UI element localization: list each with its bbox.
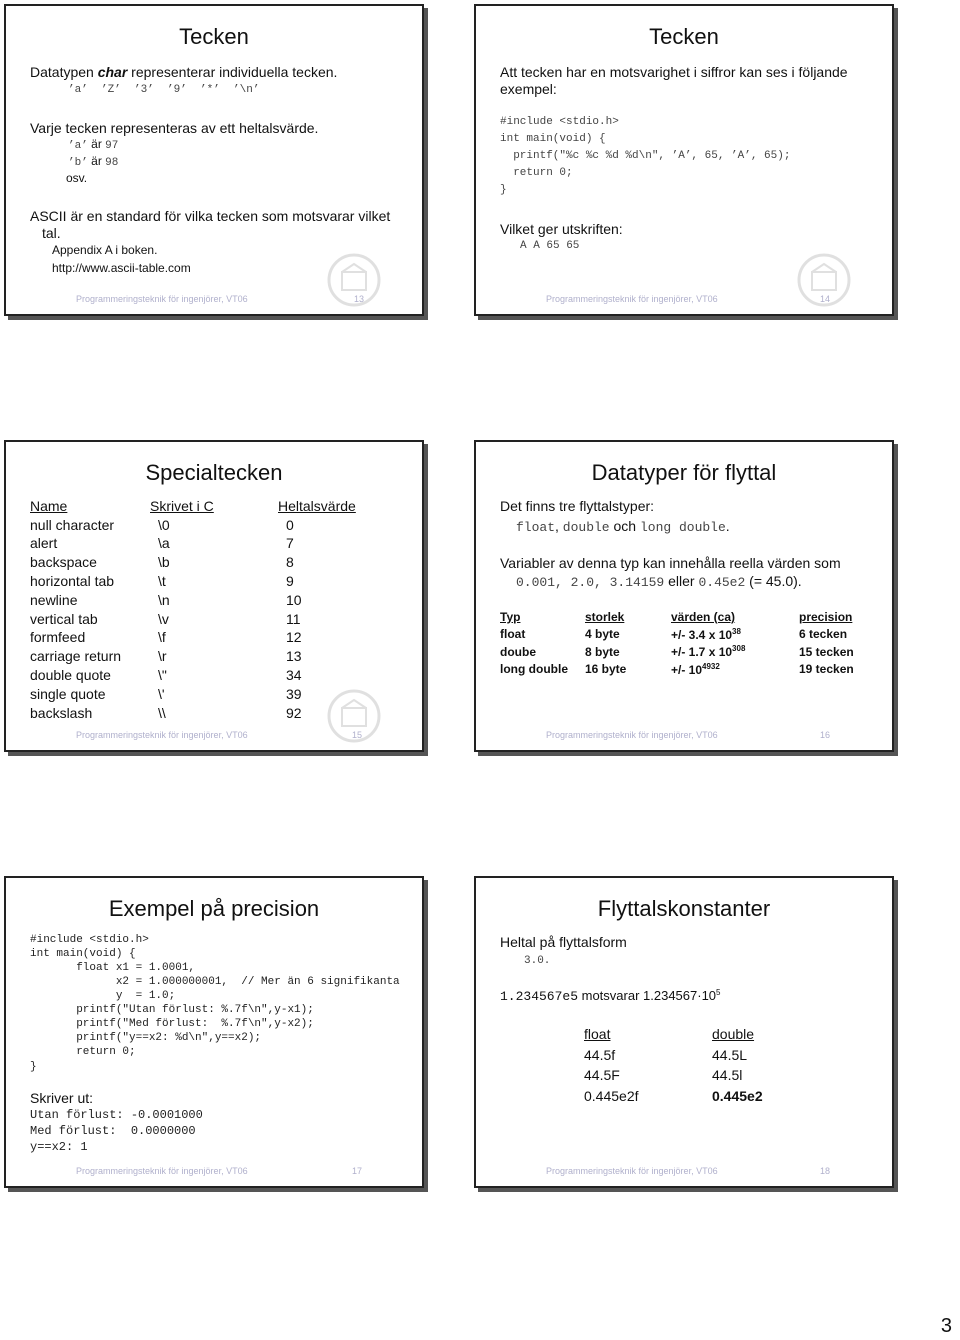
table-cell: 0 (286, 516, 294, 533)
code-line: float x1 = 1.0001, (30, 962, 196, 974)
code-line: } (500, 184, 507, 196)
text-line: exempel: (500, 81, 557, 97)
text-line: Varje tecken representeras av ett heltalsvärde. (30, 120, 319, 136)
table-row (30, 591, 370, 610)
table-cell: \0 (158, 516, 170, 533)
slide-title: Flyttalskonstanter (597, 896, 771, 921)
table-cell: 8 byte (585, 644, 620, 659)
table-cell: 12 (286, 629, 302, 646)
code-line: printf("Utan förlust: %.7f\n",y-x1); (30, 1004, 314, 1016)
code-line: #include <stdio.h> (500, 116, 619, 128)
slide-footer: Programmeringsteknik för ingenjörer, VT06 (76, 294, 248, 304)
table-cell: doube (500, 644, 536, 659)
table-cell: 7 (286, 535, 294, 552)
table-row (30, 516, 370, 535)
table-row (584, 1065, 804, 1086)
table-cell: +/- 3.4 x $10^{38}$ (671, 626, 741, 642)
table-row (584, 1086, 804, 1107)
slide-17 (4, 876, 424, 1188)
column-header: double (712, 1026, 755, 1043)
code-line: int main(void) { (500, 133, 606, 145)
table-cell: \v (158, 610, 169, 627)
table-cell: float (500, 627, 526, 642)
table-cell: carriage return (30, 648, 122, 665)
code-line: return 0; (500, 167, 573, 179)
slide-footer: Programmeringsteknik för ingenjörer, VT06 (76, 730, 248, 740)
table-row (30, 647, 370, 666)
table-cell: 34 (286, 667, 302, 684)
table-cell: +/- 1.7 x $10^{308}$ (671, 644, 746, 660)
column-header: Name (30, 497, 68, 514)
table-row (30, 535, 370, 554)
text-line: osv. (66, 171, 88, 185)
code-line: printf("y==x2: %d\n",y==x2); (30, 1032, 262, 1044)
table-row (30, 685, 370, 704)
slide-footer: Programmeringsteknik för ingenjörer, VT06 (546, 730, 718, 740)
text-line: ’a’ är 97 (68, 137, 119, 152)
text-line: 0.001, 2.0, 3.14159 eller 0.45e2 (= 45.0). (516, 573, 802, 590)
table-cell: 13 (286, 648, 302, 665)
text-line: Heltal på flyttalsform (500, 934, 627, 950)
table-cell: 39 (286, 685, 302, 702)
slide-18 (474, 876, 894, 1188)
table-cell: \t (158, 573, 166, 590)
table-cell: \a (158, 535, 170, 552)
table-row (30, 666, 370, 685)
table-header (584, 1024, 804, 1045)
table-cell: \\ (158, 704, 166, 721)
output-line: y==x2: 1 (30, 1140, 88, 1154)
column-header: Typ (500, 609, 521, 624)
slide-title: Exempel på precision (108, 896, 320, 921)
table-cell: newline (30, 591, 78, 608)
slide-number: 17 (352, 1166, 363, 1176)
table-cell: formfeed (30, 629, 86, 646)
text-line: 3.0. (524, 955, 551, 967)
table-row (30, 553, 370, 572)
slide-footer: Programmeringsteknik för ingenjörer, VT06 (546, 294, 718, 304)
table-cell: 44.5F (584, 1067, 620, 1084)
page-number: 3 (940, 1315, 952, 1337)
code-line: } (30, 1061, 37, 1073)
slide-15 (4, 440, 424, 752)
table-header (500, 608, 854, 626)
table-cell: \' (158, 685, 165, 702)
table-cell: 16 byte (585, 662, 627, 677)
table-cell: 8 (286, 554, 294, 571)
slide-footer: Programmeringsteknik för ingenjörer, VT06 (546, 1166, 718, 1176)
table-cell: 19 tecken (799, 662, 854, 677)
slide-number: 16 (820, 730, 831, 740)
code-line: printf("Med förlust: %.7f\n",y-x2); (30, 1018, 314, 1030)
code-line: x2 = 1.000000001, // Mer än 6 signifikanta (30, 976, 400, 988)
table-cell: 4 byte (585, 627, 620, 642)
table-cell: vertical tab (30, 610, 98, 627)
text-line: Skriver ut: (30, 1090, 94, 1106)
slide-title: Tecken (179, 24, 249, 49)
table-cell: 44.5f (584, 1046, 616, 1063)
column-header: float (584, 1026, 611, 1043)
slide-number: 13 (354, 294, 365, 304)
text-line: Att tecken har en motsvarighet i siffror kan ses i följande (500, 64, 848, 80)
table-row (30, 572, 370, 591)
table-cell: 6 tecken (799, 627, 848, 642)
slide-title: Specialtecken (145, 460, 283, 485)
output-line: Utan förlust: -0.0001000 (30, 1108, 203, 1122)
text-line: Datatypen char representerar individuella tecken. (30, 64, 338, 80)
escape-table (30, 497, 370, 723)
text-line: Vilket ger utskriften: (500, 221, 623, 237)
table-cell: \" (158, 667, 167, 684)
table-header (30, 497, 370, 516)
table-cell: \f (158, 629, 166, 646)
text-line: Variabler av denna typ kan innehålla reella värden som (500, 555, 841, 571)
code-line: int main(void) { (30, 948, 136, 960)
url-text: http://www.ascii-table.com (52, 261, 191, 275)
table-cell: 0.445e2f (584, 1087, 639, 1104)
table-row (500, 626, 854, 644)
column-header: storlek (585, 609, 625, 624)
table-row (30, 704, 370, 723)
table-row (30, 610, 370, 629)
table-cell: 9 (286, 573, 294, 590)
table-row (500, 643, 854, 661)
text-line: Det finns tre flyttalstyper: (500, 498, 655, 514)
table-row (500, 661, 854, 679)
table-cell: 44.5l (712, 1067, 743, 1084)
constants-table (584, 1024, 804, 1106)
table-cell: horizontal tab (30, 573, 115, 590)
table-cell: \n (158, 591, 170, 608)
text-line: ASCII är en standard för vilka tecken som motsvarar vilket (30, 208, 391, 224)
slide-title: Datatyper för flyttal (591, 460, 777, 485)
table-cell: 44.5L (712, 1046, 748, 1063)
column-header: värden (ca) (671, 609, 736, 624)
table-row (30, 629, 370, 648)
code-line: printf("%c %c %d %d\n", ’A’, 65, ’A’, 65); (500, 150, 791, 162)
float-types-table (500, 608, 854, 678)
table-cell: 92 (286, 704, 302, 721)
table-cell: 0.445e2 (712, 1087, 763, 1104)
slide-title: Tecken (649, 24, 719, 49)
text-line: float, double och long double. (516, 518, 730, 535)
slide-14 (474, 4, 894, 316)
slide-16 (474, 440, 894, 752)
text-line: tal. (42, 225, 61, 241)
table-cell: +/- $10^{4932}$ (671, 661, 720, 677)
table-cell: 15 tecken (799, 644, 854, 659)
code-line: y = 1.0; (30, 990, 176, 1002)
char-examples: ’a’ ’Z’ ’3’ ’9’ ’*’ ’\n’ (68, 84, 260, 96)
code-line: #include <stdio.h> (30, 934, 149, 946)
slide-number: 18 (820, 1166, 831, 1176)
table-cell: backspace (30, 554, 97, 571)
table-cell: 11 (286, 610, 301, 627)
code-line: return 0; (30, 1046, 136, 1058)
table-cell: 10 (286, 591, 302, 608)
output-line: Med förlust: 0.0000000 (30, 1124, 196, 1138)
slide-13 (4, 4, 424, 316)
column-header: Heltalsvärde (278, 497, 356, 514)
table-cell: \b (158, 554, 170, 571)
slide-footer: Programmeringsteknik för ingenjörer, VT06 (76, 1166, 248, 1176)
text-line: Appendix A i boken. (52, 243, 158, 257)
output-text: A A 65 65 (520, 240, 580, 252)
table-cell: double quote (30, 667, 111, 684)
text-line: ’b’ är 98 (68, 154, 119, 169)
slide-number: 15 (352, 730, 363, 740)
slide-number: 14 (820, 294, 831, 304)
text-line: 1.234567e5 motsvarar $1.234567\cdot 10^5$ (500, 988, 721, 1004)
table-cell: alert (30, 535, 58, 552)
table-cell: null character (30, 516, 115, 533)
table-row (584, 1045, 804, 1066)
column-header: Skrivet i C (150, 497, 214, 514)
table-cell: \r (158, 648, 167, 665)
table-cell: backslash (30, 704, 93, 721)
table-cell: single quote (30, 685, 106, 702)
table-cell: long double (500, 662, 568, 677)
column-header: precision (799, 609, 853, 624)
